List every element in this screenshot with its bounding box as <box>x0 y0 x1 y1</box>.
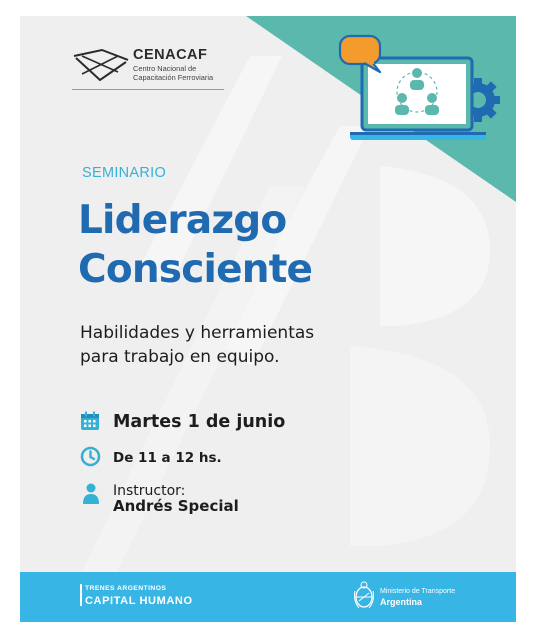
footer-org-line2: CAPITAL HUMANO <box>85 595 193 607</box>
person-icon <box>82 483 100 505</box>
footer-ministry-line2: Argentina <box>380 597 423 607</box>
event-subtitle-line1: Habilidades y herramientas <box>80 323 315 343</box>
event-title <box>78 196 312 294</box>
chat-bubble-icon <box>340 36 380 72</box>
event-title-line1: Liderazgo <box>78 198 287 243</box>
event-subtitle <box>80 321 314 369</box>
logo-subtitle <box>133 65 243 82</box>
event-type-label: SEMINARIO <box>82 165 167 181</box>
event-title-line2: Consciente <box>78 247 313 292</box>
logo-subtitle-line1: Centro Nacional de <box>133 64 197 73</box>
event-time: De 11 a 12 hs. <box>113 450 222 466</box>
seminar-poster <box>20 16 516 622</box>
event-subtitle-line2: para trabajo en equipo. <box>80 347 280 367</box>
laptop-team-chat-illustration <box>328 32 506 150</box>
logo-divider <box>72 89 224 90</box>
logo-title: CENACAF <box>133 47 208 63</box>
cenacaf-logo-mark <box>72 48 130 84</box>
calendar-icon <box>80 411 100 431</box>
clock-icon <box>80 446 101 467</box>
footer-bar <box>20 572 516 622</box>
cenacaf-logo <box>72 46 222 88</box>
footer-divider <box>80 584 82 606</box>
instructor-name: Andrés Special <box>113 497 239 515</box>
footer-org-line1: TRENES ARGENTINOS <box>85 585 167 592</box>
logo-subtitle-line2: Capacitación Ferroviaria <box>133 72 214 82</box>
argentina-seal <box>353 581 375 611</box>
event-date: Martes 1 de junio <box>113 412 286 432</box>
instructor-label: Instructor: <box>113 483 186 499</box>
footer-ministry-line1: Ministerio de Transporte <box>380 588 456 595</box>
